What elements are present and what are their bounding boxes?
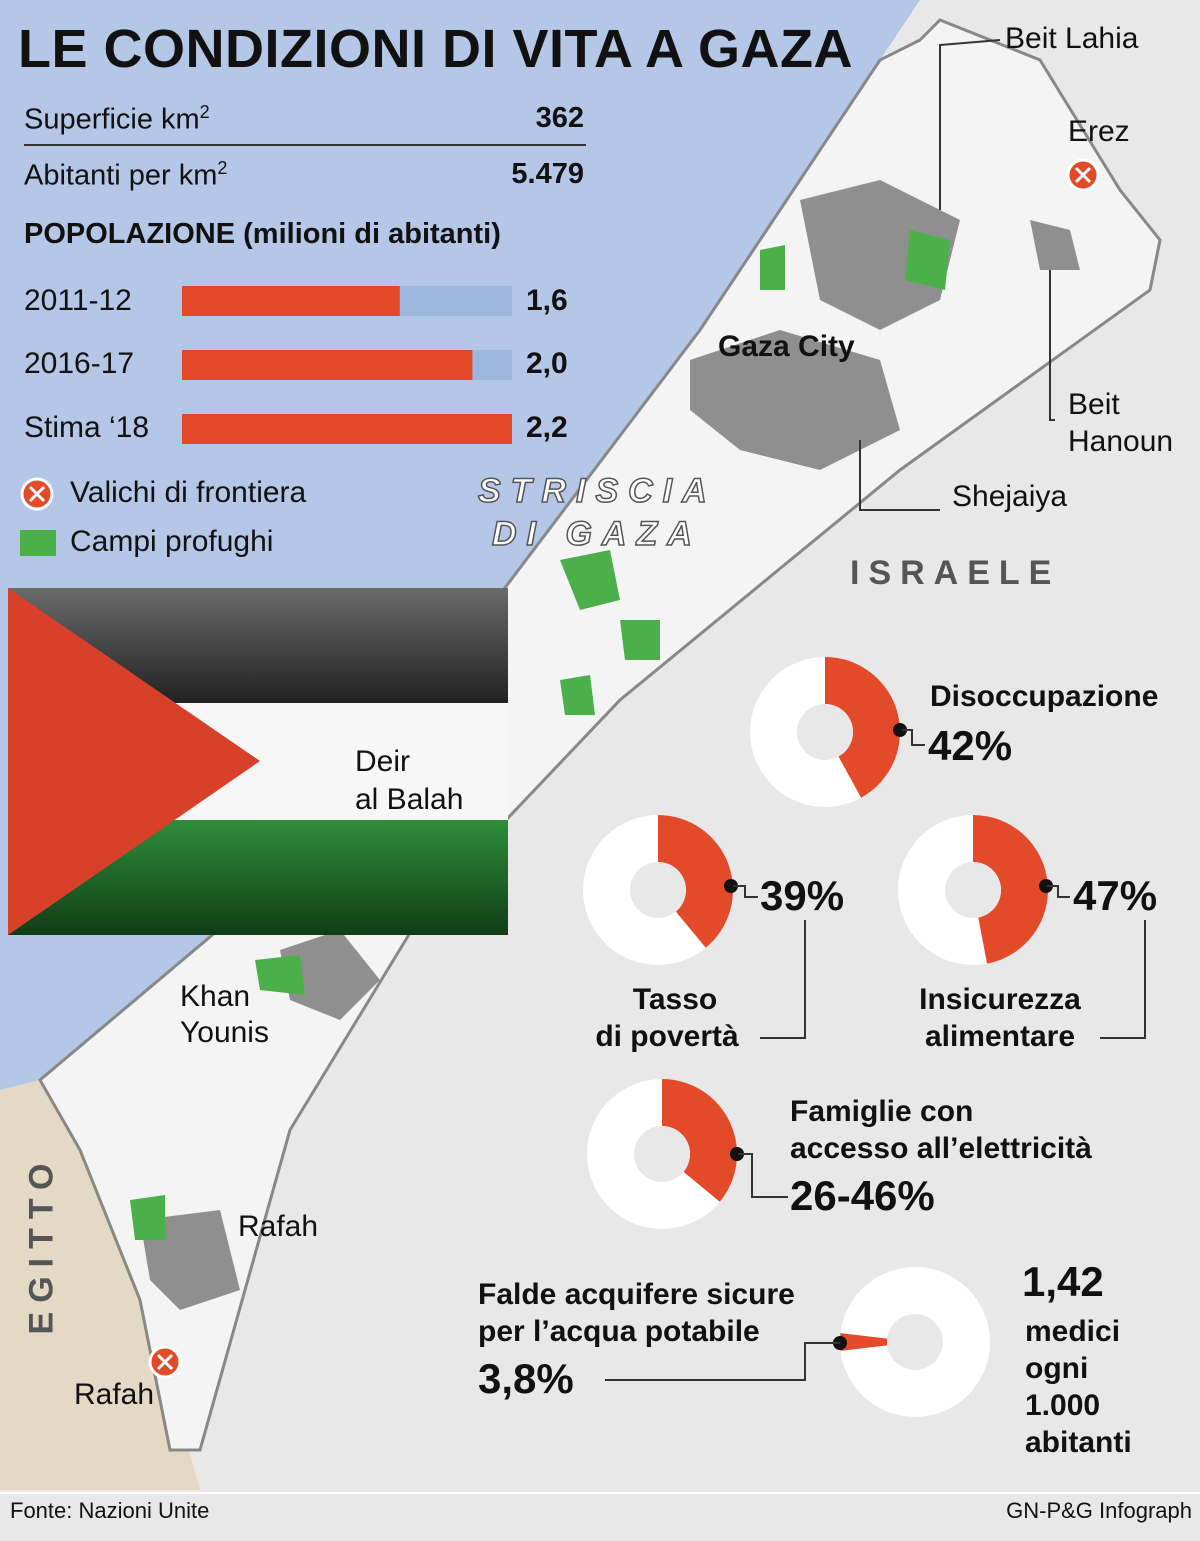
refugee-camp (560, 675, 595, 715)
refugee-camp (255, 955, 305, 995)
bar-year-2: Stima ‘18 (24, 411, 150, 444)
label-doctors-4: abitanti (1025, 1426, 1132, 1459)
label-unemployment: Disoccupazione (930, 680, 1159, 713)
legend-camps: Campi profughi (70, 525, 274, 558)
label-beit-lahia: Beit Lahia (1005, 22, 1139, 55)
label-deir: Deir (355, 745, 411, 778)
poverty-donut-hole (630, 862, 686, 918)
refugee-camp (620, 620, 660, 660)
electricity-donut-hole (634, 1126, 690, 1182)
label-younis: Younis (180, 1016, 269, 1049)
bar-year-0: 2011-12 (24, 284, 132, 317)
label-rafah-city: Rafah (238, 1210, 319, 1243)
camp-legend-swatch (20, 530, 56, 556)
value-food: 47% (1073, 872, 1158, 919)
value-unemployment: 42% (928, 722, 1013, 769)
bar-fill (182, 350, 472, 380)
refugee-camp (905, 230, 950, 290)
label-shejaiya: Shejaiya (952, 480, 1068, 513)
value-doctors: 1,42 (1022, 1258, 1104, 1305)
bar-fill (182, 414, 512, 444)
label-food-1: Insicurezza (919, 983, 1081, 1016)
label-khan: Khan (180, 980, 251, 1013)
label-food-2: alimentare (924, 1020, 1076, 1053)
label-doctors-1: medici (1025, 1315, 1121, 1348)
label-erez: Erez (1068, 115, 1130, 148)
food-donut-hole (945, 862, 1001, 918)
label-electricity-2: accesso all’elettricità (790, 1132, 1092, 1165)
bar-year-1: 2016-17 (24, 347, 135, 380)
source-credit: Fonte: Nazioni Unite (10, 1498, 210, 1523)
label-striscia: STRISCIA (478, 472, 717, 510)
label-doctors-2: ogni (1025, 1352, 1089, 1385)
label-di-gaza: DI GAZA (492, 515, 702, 553)
label-water-2: per l’acqua potabile (478, 1315, 760, 1348)
label-israele: ISRAELE (850, 554, 1061, 592)
bar-value-label-0: 1,6 (526, 284, 568, 317)
density-value: 5.479 (511, 158, 584, 190)
unemployment-donut-hole (797, 704, 853, 760)
value-electricity: 26-46% (790, 1172, 935, 1219)
agency-credit: GN-P&G Infograph (1006, 1498, 1192, 1523)
label-rafah-crossing: Rafah (74, 1378, 155, 1411)
label-gaza-city: Gaza City (718, 330, 855, 363)
legend-crossings: Valichi di frontiera (70, 476, 307, 509)
label-al-balah: al Balah (355, 783, 464, 816)
erez-crossing-icon (1068, 160, 1098, 190)
population-bars (182, 286, 512, 444)
label-poverty-1: Tasso (632, 983, 718, 1016)
label-doctors-3: 1.000 (1025, 1389, 1101, 1422)
palestinian-flag (8, 588, 508, 935)
bar-value-label-1: 2,0 (526, 347, 568, 380)
bar-fill (182, 286, 400, 316)
label-egitto: EGITTO (22, 1154, 61, 1335)
refugee-camp (130, 1195, 165, 1240)
rafah-crossing-icon (150, 1347, 180, 1377)
value-poverty: 39% (760, 872, 845, 919)
label-electricity-1: Famiglie con (790, 1095, 974, 1128)
value-water: 3,8% (478, 1355, 574, 1402)
refugee-camp (760, 245, 785, 290)
area-value: 362 (535, 102, 584, 134)
label-water-1: Falde acquifere sicure (478, 1278, 795, 1311)
page-title: LE CONDIZIONI DI VITA A GAZA (18, 19, 853, 79)
population-heading: POPOLAZIONE (milioni di abitanti) (24, 218, 501, 250)
label-hanoun: Hanoun (1068, 425, 1174, 458)
water-donut-hole (887, 1314, 943, 1370)
label-beit: Beit (1068, 388, 1120, 421)
label-poverty-2: di povertà (595, 1020, 739, 1053)
area-label: Superficie $km^2$ (24, 102, 210, 136)
crossing-legend-icon (22, 479, 52, 509)
density-label: Abitanti per $km^2$ (24, 158, 228, 192)
bar-value-label-2: 2,2 (526, 411, 568, 444)
